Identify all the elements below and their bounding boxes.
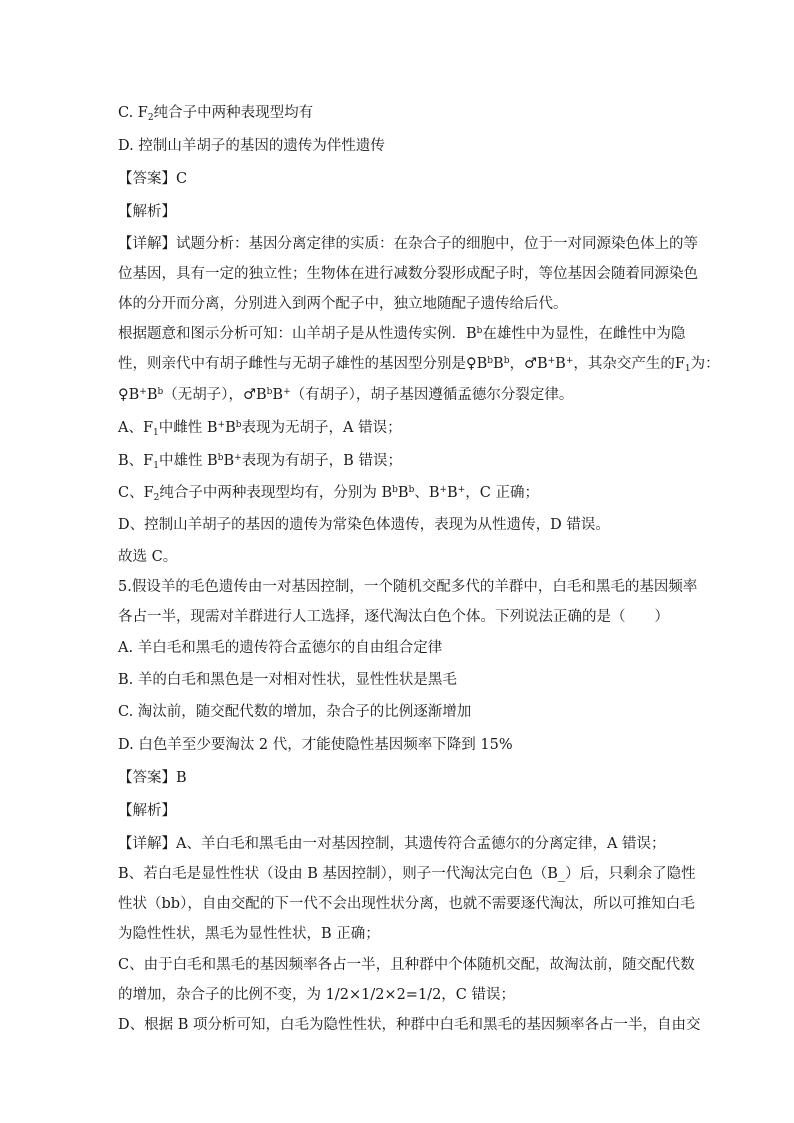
- answer-line: [118, 169, 678, 189]
- text-run: ，♂B: [509, 356, 548, 372]
- text-run: C、由于白毛和黑毛的基因频率各占一半，且种群中个体随机交配，故淘汰前，随交配代数: [118, 957, 695, 973]
- text-run: B: [272, 387, 284, 403]
- superscript: +: [457, 485, 466, 495]
- option-d-line: [118, 735, 678, 755]
- option-a-line: [118, 638, 678, 658]
- text-run: 中雄性 B: [158, 453, 218, 469]
- superscript: +: [139, 387, 147, 397]
- superscript: b: [157, 387, 164, 397]
- analysis-heading: [118, 801, 678, 821]
- text-run: 各占一半，现需对羊群进行人工选择，逐代淘汰白色个体。下列说法正确的是（ ）: [118, 609, 669, 625]
- text-run: B: [493, 356, 504, 372]
- text-run: （无胡子），♂B: [163, 387, 267, 403]
- explanation-line: [118, 294, 688, 314]
- text-run: 【答案】B: [118, 770, 187, 786]
- text-run: B: [555, 356, 566, 372]
- text-run: 的增加，杂合子的比例不变，为 1/2×1/2×2=1/2，C 错误；: [118, 987, 515, 1003]
- text-run: B: [447, 485, 458, 501]
- text-run: D、根据 B 项分析可知，白毛为隐性性状，种群中白毛和黑毛的基因频率各占一半，自由交: [118, 1017, 701, 1033]
- subscript: 2: [153, 493, 160, 503]
- explanation-line: [118, 354, 720, 374]
- text-run: B: [146, 387, 158, 403]
- text-run: 【详解】试题分析：基因分离定律的实质：在杂合子的细胞中，位于一对同源染色体上的等: [118, 236, 698, 252]
- subscript: 1: [153, 461, 159, 471]
- text-run: 根据题意和图示分析可知：山羊胡子是从性遗传实例．B: [118, 326, 477, 342]
- explanation-line: [118, 324, 688, 344]
- subscript: 1: [684, 364, 691, 374]
- option-c-line: [118, 103, 678, 123]
- text-run: A. 羊白毛和黑毛的遗传符合孟德尔的自由组合定律: [118, 640, 443, 656]
- explanation-line: [118, 264, 698, 284]
- subscript: 2: [147, 113, 154, 123]
- superscript: +: [234, 453, 242, 463]
- text-run: 【解析】: [118, 803, 176, 819]
- text-run: D. 控制山羊胡子的基因的遗传为伴性遗传: [118, 138, 385, 154]
- text-run: B、F: [118, 453, 154, 469]
- question-stem-line: [118, 577, 698, 597]
- explanation-line: [118, 451, 678, 471]
- text-run: 纯合子中两种表现型均有: [153, 105, 314, 121]
- text-run: 体的分开而分离，分别进入到两个配子中，独立地随配子遗传给后代。: [118, 296, 568, 312]
- text-run: B、若白毛是显性性状（设由 B 基因控制），则子一代淘汰完白色（B_）后，只剩余了隐性: [118, 866, 696, 882]
- text-run: 为：: [690, 356, 720, 372]
- text-run: B: [397, 485, 409, 501]
- explanation-line: [118, 834, 688, 854]
- text-run: （有胡子），胡子基因遵循孟德尔分裂定律。: [290, 387, 574, 403]
- explanation-line: [118, 483, 678, 503]
- explanation-line: [118, 955, 695, 975]
- analysis-heading: [118, 202, 678, 222]
- conclusion-line: [118, 547, 678, 567]
- text-run: 【解析】: [118, 204, 176, 220]
- subscript: 1: [153, 428, 159, 438]
- text-run: C、F: [118, 485, 154, 501]
- superscript: +: [217, 420, 226, 430]
- text-run: 【详解】A、羊白毛和黑毛由一对基因控制，其遗传符合孟德尔的分离定律，A 错误；: [118, 836, 666, 852]
- option-d-line: [118, 136, 678, 156]
- text-run: C. 淘汰前，随交配代数的增加，杂合子的比例逐渐增加: [118, 704, 472, 720]
- superscript: b: [235, 420, 242, 430]
- text-run: C. F: [118, 105, 148, 121]
- superscript: +: [283, 387, 291, 397]
- superscript: +: [439, 485, 448, 495]
- text-run: 中雌性 B: [158, 420, 218, 436]
- text-run: D. 白色羊至少要淘汰 2 代，才能使隐性基因频率下降到 15%: [118, 737, 513, 753]
- text-run: ♀B: [118, 387, 140, 403]
- superscript: b: [503, 356, 510, 366]
- text-run: 、B: [414, 485, 440, 501]
- superscript: b: [476, 326, 483, 336]
- explanation-line: [118, 924, 678, 944]
- text-run: A、F: [118, 420, 154, 436]
- superscript: b: [217, 453, 224, 463]
- explanation-line: [118, 418, 678, 438]
- superscript: b: [392, 485, 398, 495]
- text-run: 5.假设羊的毛色遗传由一对基因控制，一个随机交配多代的羊群中，白毛和黑毛的基因频率: [118, 579, 698, 595]
- explanation-line: [118, 234, 698, 254]
- superscript: +: [547, 356, 556, 366]
- text-run: 表现为无胡子，A 错误；: [241, 420, 402, 436]
- text-run: D、控制山羊胡子的基因的遗传为常染色体遗传，表现为从性遗传，D 错误。: [118, 517, 610, 533]
- explanation-line: [118, 1015, 701, 1035]
- superscript: b: [266, 387, 273, 397]
- text-run: 纯合子中两种表现型均有，分别为 B: [159, 485, 393, 501]
- text-run: 故选 C。: [118, 549, 178, 565]
- option-c-line: [118, 702, 678, 722]
- text-run: ，其杂交产生的F: [573, 356, 685, 372]
- text-run: 为隐性性状，黑毛为显性性状，B 正确；: [118, 926, 380, 942]
- option-b-line: [118, 670, 678, 690]
- text-run: 在雄性中为显性，在雌性中为隐: [482, 326, 686, 342]
- text-run: ，C 正确；: [465, 485, 539, 501]
- explanation-line: [118, 864, 696, 884]
- explanation-line: [118, 894, 695, 914]
- answer-line: [118, 768, 678, 788]
- superscript: b: [408, 485, 415, 495]
- explanation-line: [118, 515, 678, 535]
- question-stem-line: [118, 607, 688, 627]
- explanation-line: [118, 385, 688, 405]
- superscript: b: [487, 356, 494, 366]
- text-run: 位基因，具有一定的独立性；生物体在进行减数分裂形成配子时，等位基因会随着同源染色: [118, 266, 698, 282]
- text-run: 【答案】C: [118, 171, 188, 187]
- text-run: 性状（bb），自由交配的下一代不会出现性状分离，也就不需要逐代淘汰，所以可推知白毛: [118, 896, 695, 912]
- text-run: B. 羊的白毛和黑色是一对相对性状，显性性状是黑毛: [118, 672, 457, 688]
- text-run: B: [223, 453, 235, 469]
- text-run: 性，则亲代中有胡子雌性与无胡子雄性的基因型分别是♀B: [118, 356, 488, 372]
- superscript: +: [565, 356, 574, 366]
- text-run: 表现为有胡子，B 错误；: [241, 453, 402, 469]
- text-run: B: [225, 420, 236, 436]
- explanation-line: [118, 985, 678, 1005]
